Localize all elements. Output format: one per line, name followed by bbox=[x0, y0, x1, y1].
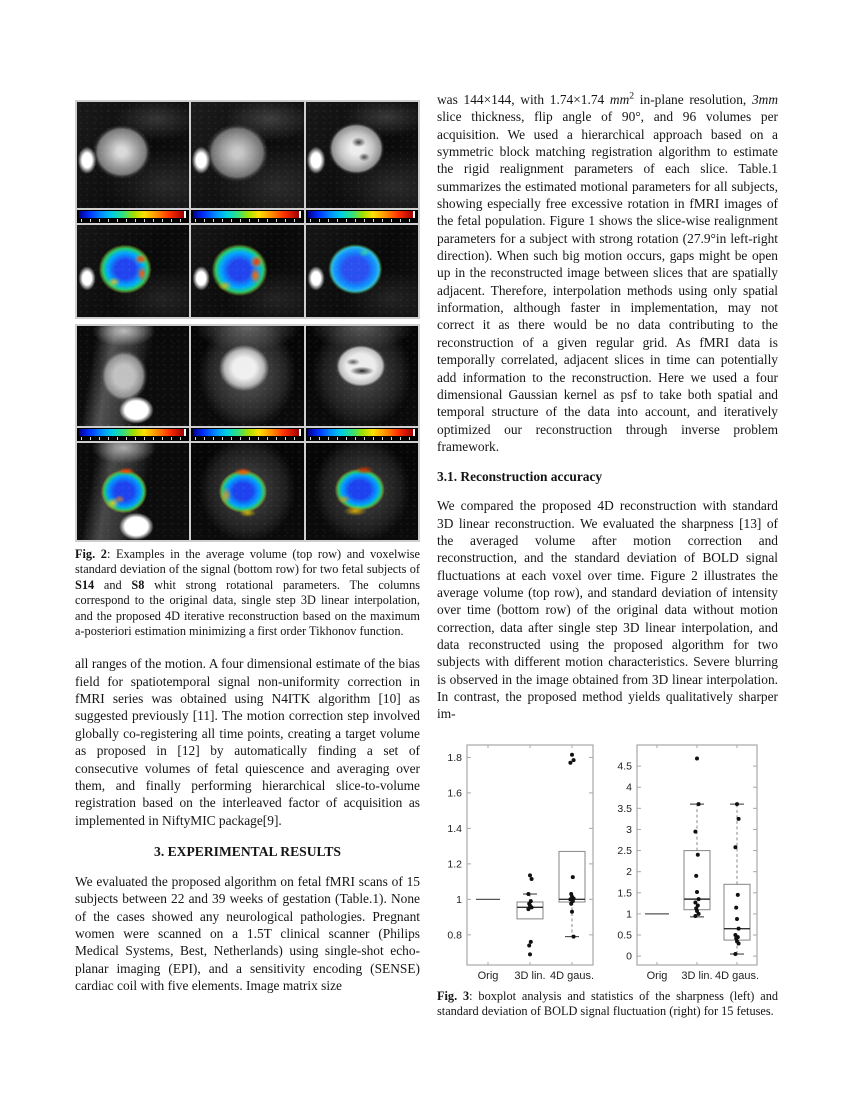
para-evaluation-setup: We evaluated the proposed algorithm on fetal fMRI scans of 15 subjects between 22 and 39 weeks of gestation (Table.1). None of the cases showed any neurological pathologies. Pregnant women were scanned on a 1.5T clinical scanner (Philips Medical Systems, Best, Netherlands) using single-shot echo-planar imaging (EPI), and a sensitivity encoding (SENSE) cardiac coil with five elements. Image matrix size bbox=[75, 873, 420, 993]
jet-colorbar bbox=[77, 428, 189, 441]
jet-colorbar bbox=[191, 428, 303, 441]
fig2-subject-s8-block bbox=[75, 324, 420, 542]
s14-stddev-original-map bbox=[77, 225, 189, 317]
s14-average-original-mri-image bbox=[77, 102, 189, 208]
jet-colorbar bbox=[191, 210, 303, 223]
svg-text:Orig: Orig bbox=[477, 969, 499, 982]
svg-text:3: 3 bbox=[626, 823, 632, 836]
svg-text:1.2: 1.2 bbox=[447, 858, 462, 871]
svg-text:1.5: 1.5 bbox=[617, 886, 632, 899]
svg-text:4: 4 bbox=[626, 781, 632, 794]
fig3-caption: Fig. 3: boxplot analysis and statistics of the sharpness (left) and standard deviation of BOLD signal fluctuation (right) for 15 fetuses. bbox=[437, 988, 778, 1019]
jet-colorbar bbox=[306, 428, 418, 441]
s14-average-3dlinear-mri-image bbox=[191, 102, 303, 208]
svg-text:2: 2 bbox=[626, 865, 632, 878]
fig2-subject-s14-block bbox=[75, 100, 420, 319]
figure-3-boxplots bbox=[437, 734, 778, 984]
svg-text:4D gaus.: 4D gaus. bbox=[714, 969, 760, 982]
s8-stddev-original-map bbox=[77, 443, 189, 540]
svg-text:1.8: 1.8 bbox=[447, 751, 462, 764]
s8-average-3dlinear-mri-image bbox=[191, 326, 303, 426]
s14-stddev-3dlinear-map bbox=[191, 225, 303, 317]
jet-colorbar bbox=[306, 210, 418, 223]
left-column bbox=[75, 100, 420, 994]
svg-text:1.6: 1.6 bbox=[447, 787, 462, 800]
subsection-heading-reconstruction-accuracy: 3.1. Reconstruction accuracy bbox=[437, 469, 603, 485]
right-column bbox=[437, 91, 778, 1020]
svg-text:1: 1 bbox=[456, 893, 462, 906]
s8-average-4drecon-mri-image bbox=[306, 326, 418, 426]
svg-text:0: 0 bbox=[626, 950, 632, 963]
s8-stddev-3dlinear-map bbox=[191, 443, 303, 540]
para-comparison: We compared the proposed 4D reconstruction with standard 3D linear reconstruction. We evaluated the sharpness [13] of the averaged volume after motion correction and reconstruction, and the standard deviation of BOLD signal fluctuations at each voxel over time. Figure 2 illustrates the average volume (top row), and standard deviation of intensity over time (bottom row) of the original data without motion correction, data after single step 3D linear interpolation, and data reconstructed using the proposed algorithm for two subjects with different motion characteristics. Severe blurring is observed in the image obtained from 3D linear interpolation. In contrast, the proposed method yields qualitatively sharper im- bbox=[437, 498, 778, 722]
svg-text:4.5: 4.5 bbox=[617, 760, 632, 773]
s8-average-original-mri-image bbox=[77, 326, 189, 426]
figure-2 bbox=[75, 100, 420, 542]
svg-text:4D gaus.: 4D gaus. bbox=[549, 969, 595, 982]
section-heading-experimental-results: 3. EXPERIMENTAL RESULTS bbox=[154, 843, 341, 859]
svg-text:1: 1 bbox=[626, 908, 632, 921]
para-acquisition: was 144×144, with 1.74×1.74 $mm^2$ in-plane resolution, 3mm slice thickness, flip angle of 90°, and 96 volumes per acquisition. We used a hierarchical approach based on a symmetric block matching registration algorithm to estimate the rigid realignment parameters of each slice. Table.1 summarizes the estimated motional parameters for all subjects, showing especially free excessive rotation in fMRI images of the fetal population. Figure 1 shows the slice-wise realignment parameters for a subject with strong rotation (27.9°in left-right direction). When such big motion occurs, gaps might be open up in the reconstructed image between slices that are spatially adjacent. Therefore, interpolation methods using only spatial information, although faster in implementation, may not correct it as there would be no data contributing to the reconstruction of a given regular grid. As fMRI data is temporally correlated, adjacent slices in time can potentially add information to the reconstruction. Here we used a four dimensional Gaussian kernel as psf to take both spatial and temporal structure of the data into account, and iteratively optimized our reconstruction through inverse problem framework. bbox=[437, 90, 778, 454]
para-motion-correction: all ranges of the motion. A four dimensional estimate of the bias field for spatiotemporal signal non-uniformity correction in fMRI series was obtained using N4ITK algorithm [10] as suggested previously [11]. The motion correction step involved globally co-registering all time points, creating a target volume as proposed in [12] by automatically finding a set of consecutive volumes of fetal quiescence and averaging over them, and finally performing hierarchical slice-to-volume registration based on the interleaved factor of acquisition as implemented in NiftyMIC package[9]. bbox=[75, 656, 420, 828]
svg-text:Orig: Orig bbox=[646, 969, 668, 982]
svg-text:3D lin.: 3D lin. bbox=[681, 969, 713, 982]
s14-average-4drecon-mri-image bbox=[306, 102, 418, 208]
svg-text:1.4: 1.4 bbox=[447, 822, 462, 835]
svg-text:3.5: 3.5 bbox=[617, 802, 632, 815]
svg-text:3D lin.: 3D lin. bbox=[514, 969, 546, 982]
jet-colorbar bbox=[77, 210, 189, 223]
fig2-caption: Fig. 2: Examples in the average volume (top row) and voxelwise standard deviation of the signal (bottom row) for two fetal subjects of S14 and S8 whit strong rotational parameters. The columns correspond to the original data, single step 3D linear interpolation, and the proposed 4D iterative reconstruction based on the maximum a-posteriori estimation minimizing a first order Tikhonov function. bbox=[75, 547, 421, 639]
svg-text:2.5: 2.5 bbox=[617, 844, 632, 857]
svg-text:0.8: 0.8 bbox=[447, 929, 462, 942]
s14-stddev-4drecon-map bbox=[306, 225, 418, 317]
s8-stddev-4drecon-map bbox=[306, 443, 418, 540]
svg-text:0.5: 0.5 bbox=[617, 929, 632, 942]
